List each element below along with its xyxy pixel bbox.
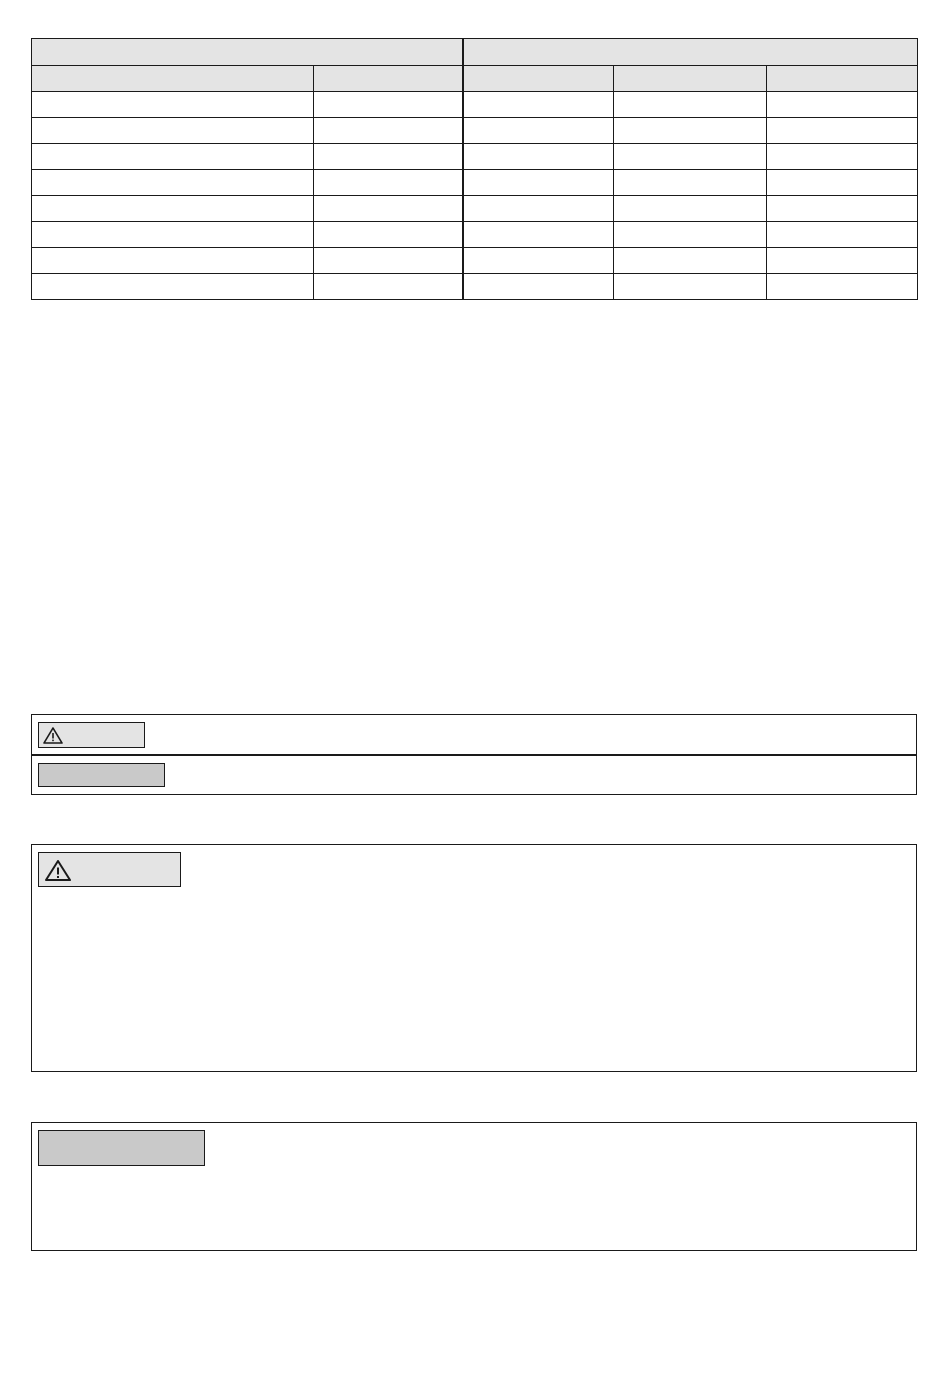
table-cell	[614, 118, 767, 144]
table-group-header-left	[32, 39, 463, 66]
table-cell	[463, 92, 614, 118]
warning-triangle-icon	[43, 726, 63, 744]
warning-triangle-icon	[45, 859, 71, 881]
table-group-header-row	[32, 39, 918, 66]
table-cell	[614, 274, 767, 300]
table-cell	[767, 144, 918, 170]
table-column-header-row	[32, 66, 918, 92]
table-cell	[767, 274, 918, 300]
table-row	[32, 170, 918, 196]
table-cell	[32, 118, 314, 144]
warning-notice	[31, 844, 917, 1072]
table-cell	[314, 196, 463, 222]
table-cell	[314, 170, 463, 196]
table-cell	[767, 118, 918, 144]
warning-label	[38, 722, 145, 748]
table-cell	[767, 92, 918, 118]
table-cell	[32, 274, 314, 300]
table-cell	[463, 144, 614, 170]
table-cell	[767, 196, 918, 222]
table-cell	[614, 248, 767, 274]
table-cell	[614, 92, 767, 118]
table-cell	[767, 170, 918, 196]
notice-divider	[32, 754, 916, 756]
table-cell	[463, 222, 614, 248]
table-cell	[32, 222, 314, 248]
table-cell	[463, 248, 614, 274]
table-cell	[314, 92, 463, 118]
table-cell	[32, 144, 314, 170]
note-label	[38, 1130, 205, 1166]
table-column-header	[314, 66, 463, 92]
table-cell	[314, 248, 463, 274]
table-cell	[314, 144, 463, 170]
table-cell	[32, 196, 314, 222]
table-row	[32, 196, 918, 222]
table-cell	[463, 170, 614, 196]
table-column-header	[614, 66, 767, 92]
note-notice	[31, 1122, 917, 1251]
table-group-header-right	[463, 39, 918, 66]
table-cell	[32, 248, 314, 274]
table-cell	[614, 170, 767, 196]
table-column-header	[767, 66, 918, 92]
table-row	[32, 248, 918, 274]
table-row	[32, 144, 918, 170]
spec-table	[31, 38, 918, 300]
warning-and-note-notice	[31, 714, 917, 795]
table-cell	[32, 170, 314, 196]
table-cell	[314, 274, 463, 300]
table-row	[32, 118, 918, 144]
table-cell	[767, 222, 918, 248]
table-cell	[614, 144, 767, 170]
table-cell	[463, 118, 614, 144]
table-column-header	[463, 66, 614, 92]
table-cell	[614, 196, 767, 222]
table-cell	[314, 222, 463, 248]
table-column-header	[32, 66, 314, 92]
table-cell	[463, 274, 614, 300]
table-cell	[32, 92, 314, 118]
table-row	[32, 92, 918, 118]
warning-label	[38, 852, 181, 887]
note-label	[38, 763, 165, 787]
table-row	[32, 274, 918, 300]
table-cell	[767, 248, 918, 274]
table-cell	[614, 222, 767, 248]
table-row	[32, 222, 918, 248]
table-cell	[463, 196, 614, 222]
table-cell	[314, 118, 463, 144]
